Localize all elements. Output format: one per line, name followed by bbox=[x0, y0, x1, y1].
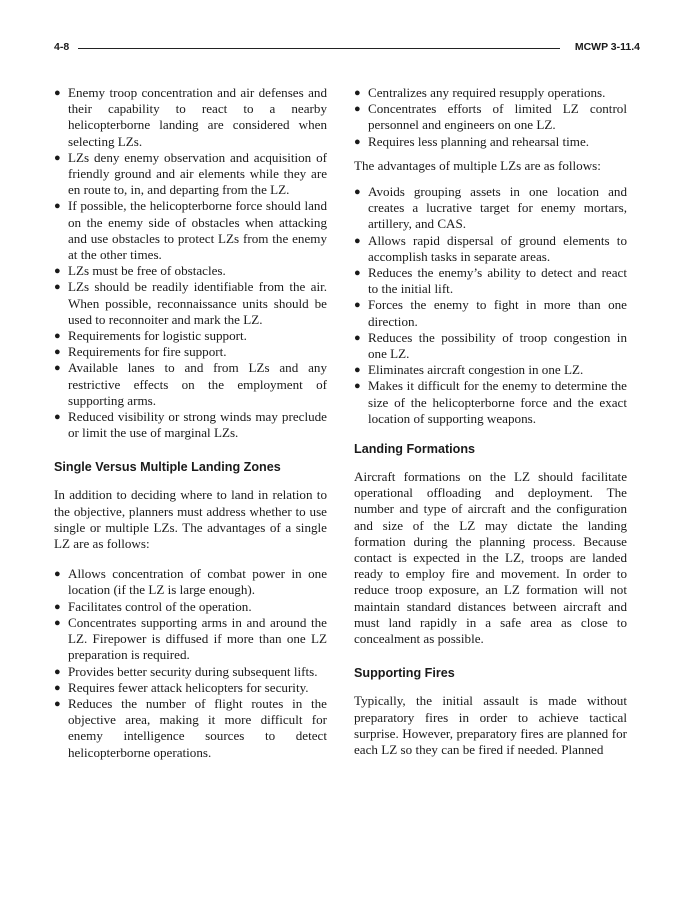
intro-bullet-list bbox=[54, 85, 327, 441]
list-item: ● LZs should be readily identifiable from the air. When possible, reconnaissance units should be used to reconnoiter and mark the LZ. bbox=[54, 279, 327, 327]
list-item: ● Requires fewer attack helicopters for security. bbox=[54, 679, 309, 695]
left-column bbox=[54, 85, 327, 761]
bullet-icon: ● bbox=[354, 299, 361, 312]
publication-id: MCWP 3-11.4 bbox=[574, 41, 640, 53]
bullet-icon: ● bbox=[354, 103, 361, 116]
bullet-icon: ● bbox=[54, 600, 61, 613]
bullet-icon: ● bbox=[54, 616, 61, 629]
header-rule bbox=[78, 48, 560, 49]
section-heading-single-vs-multiple: Single Versus Multiple Landing Zones bbox=[54, 460, 281, 475]
bullet-icon: ● bbox=[354, 234, 361, 247]
list-item: ● Allows rapid dispersal of ground elements to accomplish tasks in separate areas. bbox=[354, 232, 627, 264]
list-item: ● Avoids grouping assets in one location and creates a lucrative target for enemy mortars, artillery, and CAS. bbox=[354, 184, 627, 232]
list-item: ● Available lanes to and from LZs and any restrictive effects on the employment of supporting arms. bbox=[54, 360, 327, 408]
list-item: ● Concentrates efforts of limited LZ control personnel and engineers on one LZ. bbox=[354, 101, 627, 133]
bullet-icon: ● bbox=[54, 200, 61, 213]
list-item: ● Reduced visibility or strong winds may preclude or limit the use of marginal LZs. bbox=[54, 409, 327, 441]
list-item: ● Requirements for fire support. bbox=[54, 344, 227, 360]
bullet-icon: ● bbox=[54, 265, 61, 278]
section-paragraph: In addition to deciding where to land in relation to the objective, planners must address whether to use single or multiple LZs. The advantages of a single LZ are as follows: bbox=[54, 487, 327, 552]
bullet-icon: ● bbox=[354, 267, 361, 280]
running-header bbox=[54, 41, 640, 55]
right-column bbox=[354, 85, 627, 758]
single-lz-bullet-list-continued bbox=[354, 85, 627, 150]
bullet-icon: ● bbox=[54, 87, 61, 99]
bullet-icon: ● bbox=[354, 380, 361, 393]
bullet-icon: ● bbox=[354, 331, 361, 344]
bullet-icon: ● bbox=[54, 281, 61, 294]
bullet-icon: ● bbox=[54, 362, 61, 375]
list-item: ● Facilitates control of the operation. bbox=[54, 598, 252, 614]
list-item: ● Requirements for logistic support. bbox=[54, 328, 247, 344]
bullet-icon: ● bbox=[54, 697, 61, 710]
page-number: 4-8 bbox=[54, 41, 70, 53]
list-item: ● Reduces the enemy’s ability to detect and react to the initial lift. bbox=[354, 265, 627, 297]
bullet-icon: ● bbox=[354, 135, 361, 148]
section-heading-supporting-fires: Supporting Fires bbox=[354, 666, 455, 681]
list-item: ● Makes it difficult for the enemy to determine the size of the helicopterborne force and the exact location of supporting weapons. bbox=[354, 378, 627, 426]
list-item: ● LZs must be free of obstacles. bbox=[54, 263, 226, 279]
bullet-icon: ● bbox=[54, 568, 61, 581]
landing-formations-paragraph: Aircraft formations on the LZ should facilitate operational offloading and deployment. The number and type of aircraft and the configuration and size of the LZ may dictate the landing formation during the planning process. Because contact is expected in the LZ, troops are landed ready to employ fire and movement. In order to reduce troop exposure, an LZ formation will not maintain standard distances between aircraft and must land rapidly in a safe area as close to concealment as possible. bbox=[354, 469, 627, 647]
bullet-icon: ● bbox=[354, 364, 361, 377]
multiple-lz-intro: The advantages of multiple LZs are as follows: bbox=[354, 157, 601, 173]
bullet-icon: ● bbox=[54, 330, 61, 343]
list-item: ● Provides better security during subsequent lifts. bbox=[54, 663, 318, 679]
bullet-icon: ● bbox=[54, 346, 61, 359]
list-item: ● Eliminates aircraft congestion in one LZ. bbox=[354, 362, 584, 378]
supporting-fires-paragraph: Typically, the initial assault is made without preparatory fires in order to achieve tactical surprise. However, preparatory fires are planned for each LZ so they can be fired if needed. Planned bbox=[354, 693, 627, 757]
single-lz-bullet-list bbox=[54, 566, 327, 760]
bullet-icon: ● bbox=[54, 665, 61, 678]
multiple-lz-bullet-list bbox=[354, 184, 627, 427]
list-item: ● Enemy troop concentration and air defenses and their capability to react to a nearby helicopterborne landing are considered when selecting LZs. bbox=[54, 85, 327, 149]
bullet-icon: ● bbox=[354, 186, 361, 199]
list-item: ● Requires less planning and rehearsal time. bbox=[354, 133, 590, 149]
list-item: ● Allows concentration of combat power in one location (if the LZ is large enough). bbox=[54, 566, 327, 598]
list-item: ● Concentrates supporting arms in and around the LZ. Firepower is diffused if more than one LZ preparation is required. bbox=[54, 614, 327, 663]
list-item: ● Centralizes any required resupply operations. bbox=[354, 85, 606, 100]
bullet-icon: ● bbox=[54, 411, 61, 424]
list-item: ● Reduces the possibility of troop congestion in one LZ. bbox=[354, 329, 627, 362]
section-heading-landing-formations: Landing Formations bbox=[354, 442, 476, 457]
bullet-icon: ● bbox=[54, 151, 61, 164]
bullet-icon: ● bbox=[54, 681, 61, 694]
bullet-icon: ● bbox=[354, 87, 361, 99]
list-item: ● LZs deny enemy observation and acquisition of friendly ground and air elements while they are en route to, in, and departing from the LZ. bbox=[54, 149, 327, 198]
list-item: ● Forces the enemy to fight in more than one direction. bbox=[354, 297, 627, 329]
list-item: ● If possible, the helicopterborne force should land on the enemy side of obstacles when attacking and use obstacles to protect LZs from the enemy at the other times. bbox=[54, 198, 327, 263]
list-item: ● Reduces the number of flight routes in the objective area, making it more difficult for enemy intelligence sources to detect helicopterborne operations. bbox=[54, 695, 327, 760]
